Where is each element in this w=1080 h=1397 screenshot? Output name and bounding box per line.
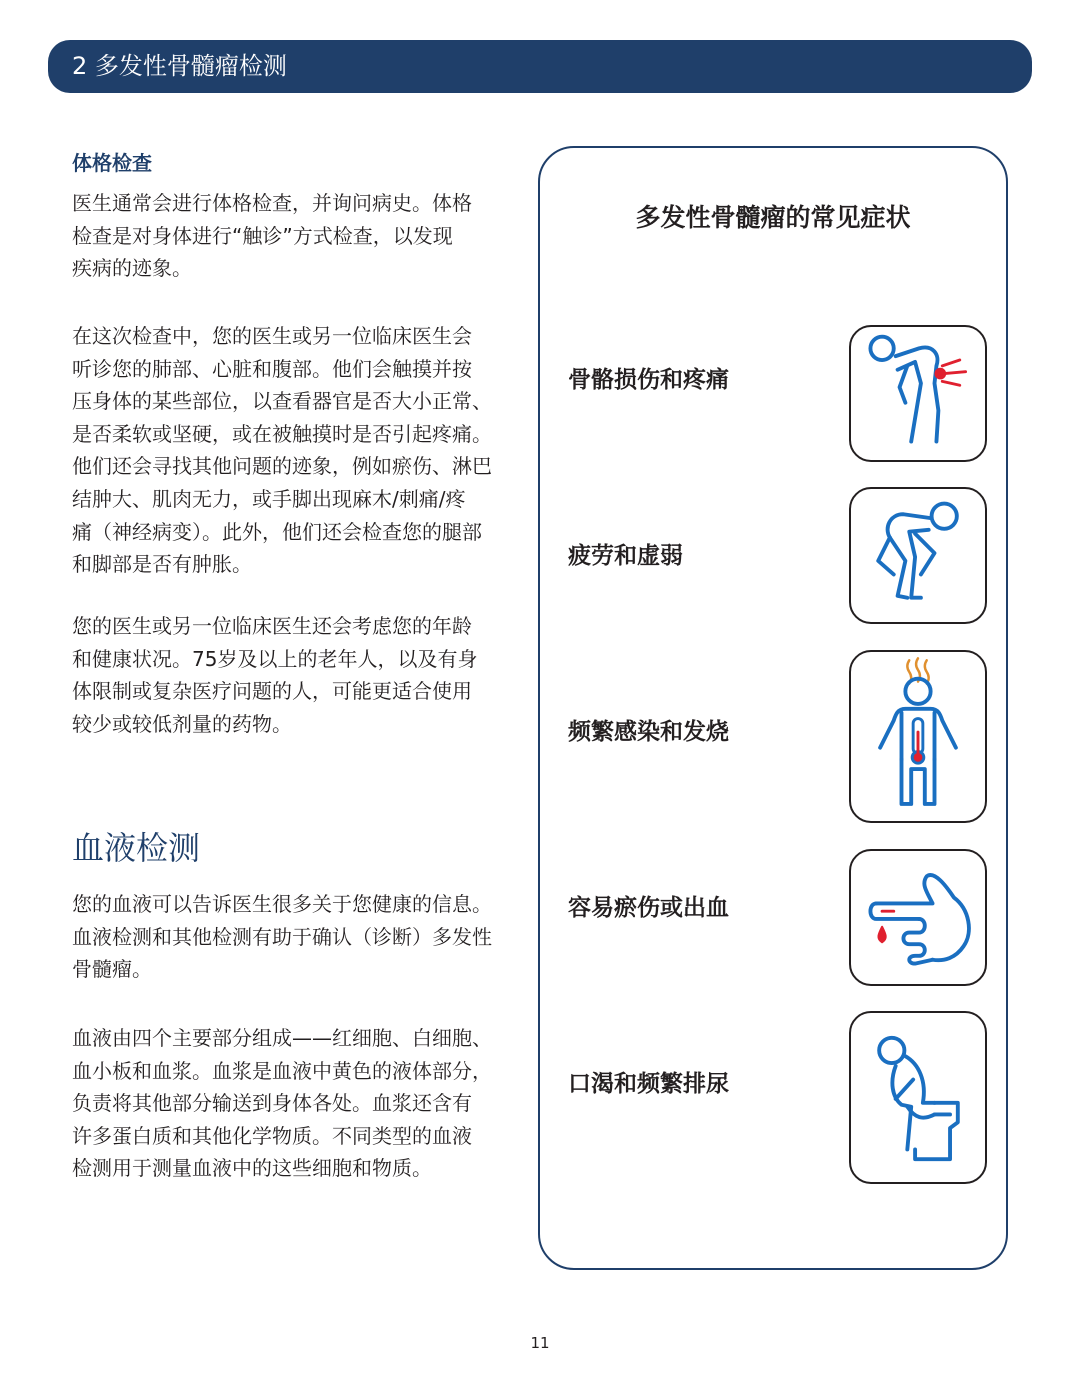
- page-number: 11: [530, 1334, 550, 1352]
- physical-exam-heading: 体格检查: [72, 151, 152, 175]
- text-line: 他们还会寻找其他问题的迹象，例如瘀伤、淋巴: [72, 454, 492, 479]
- text-line: 听诊您的肺部、心脏和腹部。他们会触摸并按: [72, 356, 472, 381]
- symptom-label-bone-pain: 骨骼损伤和疼痛: [568, 367, 729, 393]
- bleeding-finger-icon: [849, 849, 987, 986]
- symptom-label-bruising-bleeding: 容易瘀伤或出血: [568, 895, 729, 921]
- fever-icon: [849, 650, 987, 823]
- fatigue-icon: [849, 487, 987, 624]
- text-line: 在这次检查中，您的医生或另一位临床医生会: [72, 324, 472, 348]
- symptoms-title: 多发性骨髓瘤的常见症状: [635, 203, 911, 232]
- symptoms-title-row: [0, 200, 1080, 236]
- blood-tests-heading: 血液检测: [72, 829, 201, 867]
- text-line: 疾病的迹象。: [72, 256, 192, 281]
- text-line: 许多蛋白质和其他化学物质。不同类型的血液: [72, 1123, 472, 1148]
- text-line: 较少或较低剂量的药物。: [72, 711, 292, 736]
- symptom-label-thirst-urination: 口渴和频繁排尿: [568, 1071, 729, 1097]
- text-line: 骨髓瘤。: [72, 957, 152, 982]
- text-line: 血液检测和其他检测有助于确认（诊断）多发性: [72, 924, 492, 949]
- text-line: 血小板和血浆。血浆是血液中黄色的液体部分，: [72, 1058, 492, 1083]
- symptom-label-infection-fever: 频繁感染和发烧: [568, 719, 729, 745]
- text-line: 您的血液可以告诉医生很多关于您健康的信息。: [72, 892, 492, 916]
- text-line: 医生通常会进行体格检查，并询问病史。体格: [72, 191, 472, 215]
- blood-tests-paragraph-1: [72, 888, 532, 986]
- text-line: 痛（神经病变）。此外，他们还会检查您的腿部: [72, 519, 482, 544]
- text-line: 您的医生或另一位临床医生还会考虑您的年龄: [72, 614, 472, 638]
- text-line: 压身体的某些部位，以查看器官是否大小正常、: [72, 389, 492, 414]
- text-line: 体限制或复杂医疗问题的人，可能更适合使用: [72, 679, 472, 704]
- text-line: 检测用于测量血液中的这些细胞和物质。: [72, 1156, 432, 1181]
- text-line: 和脚部是否有肿胀。: [72, 552, 252, 577]
- physical-exam-paragraph-3: [72, 610, 532, 740]
- text-line: 和健康状况。75岁及以上的老年人，以及有身: [72, 646, 478, 671]
- text-line: 血液由四个主要部分组成——红细胞、白细胞、: [72, 1026, 492, 1050]
- text-line: 负责将其他部分输送到身体各处。血浆还含有: [72, 1091, 472, 1116]
- text-line: 检查是对身体进行“触诊”方式检查，以发现: [72, 223, 453, 248]
- blood-tests-paragraph-2: [72, 1022, 532, 1185]
- text-line: 是否柔软或坚硬，或在被触摸时是否引起疼痛。: [72, 421, 492, 446]
- section-header-bar: [48, 40, 1032, 93]
- toilet-icon: [849, 1011, 987, 1184]
- physical-exam-paragraph-2: [72, 320, 532, 581]
- back-pain-icon: [849, 325, 987, 462]
- section-title: 2 多发性骨髓瘤检测: [72, 52, 287, 80]
- text-line: 结肿大、肌肉无力，或手脚出现麻木/刺痛/疼: [72, 486, 466, 511]
- symptom-label-fatigue: 疲劳和虚弱: [568, 543, 683, 569]
